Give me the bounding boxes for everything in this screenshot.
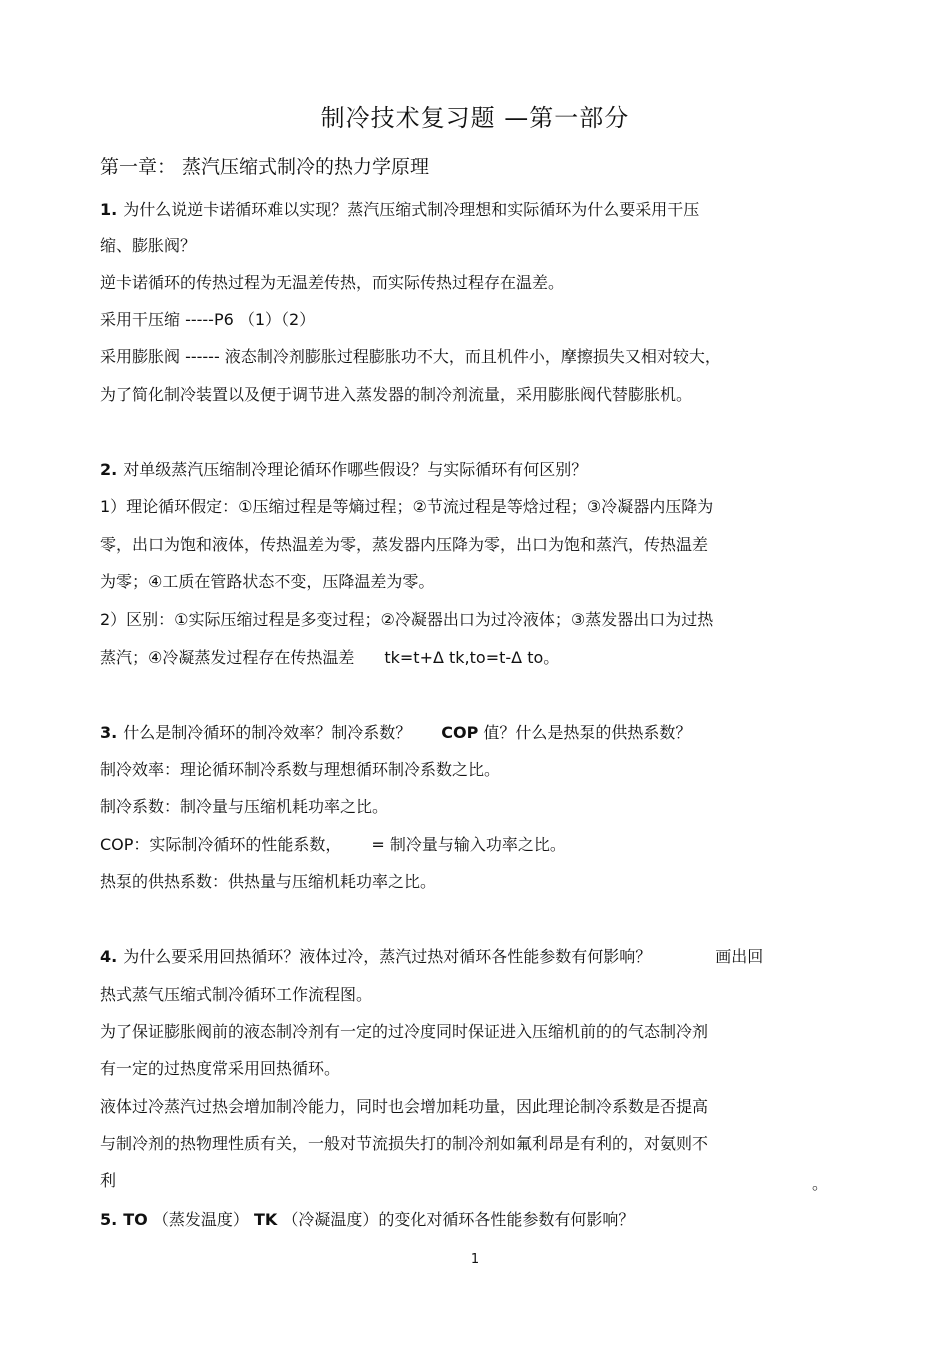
answer-2-part-1-line-3: 为零；④工质在管路状态不变，压降温差为零。 (100, 572, 435, 591)
answer-3-coefficient: 制冷系数：制冷量与压缩机耗功率之比。 (100, 797, 389, 816)
question-number: 5. (100, 1210, 118, 1229)
answer-text-2: = 制冷量与输入功率之比。 (371, 835, 566, 854)
answer-3-efficiency: 制冷效率：理论循环制冷系数与理想循环制冷系数之比。 (100, 760, 501, 779)
answer-2-part-2-line-2 (100, 648, 559, 668)
question-1-line-2: 缩、膨胀阀？ (100, 236, 197, 255)
question-1 (100, 200, 699, 220)
answer-1-paragraph-3: 采用膨胀阀 ------ 液态制冷剂膨胀过程膨胀功不大，而且机件小，摩擦损失又相对较大， (100, 347, 721, 366)
question-text: 为什么要采用回热循环？液体过冷，蒸汽过热对循环各性能参数有何影响？ (123, 947, 652, 966)
question-3 (100, 723, 691, 743)
question-number: 3. (100, 723, 118, 742)
answer-3-heat-pump: 热泵的供热系数：供热量与压缩机耗功率之比。 (100, 872, 437, 891)
answer-4-paragraph-2-line-3: 利 (100, 1171, 117, 1190)
question-4-line-2: 热式蒸气压缩式制冷循环工作流程图。 (100, 985, 373, 1004)
question-4 (100, 947, 763, 967)
answer-1-paragraph-2: 采用干压缩 -----P6 （1）（2） (100, 310, 316, 329)
question-number: 4. (100, 947, 118, 966)
answer-1-paragraph-3-line-2: 为了简化制冷装置以及便于调节进入蒸发器的制冷剂流量，采用膨胀阀代替膨胀机。 (100, 385, 693, 404)
question-text: 为什么说逆卡诺循环难以实现？蒸汽压缩式制冷理想和实际循环为什么要采用干压 (123, 200, 700, 219)
tk-term: TK (253, 1210, 278, 1229)
answer-1-paragraph-1: 逆卡诺循环的传热过程为无温差传热，而实际传热过程存在温差。 (100, 273, 565, 292)
to-term: TO (123, 1210, 148, 1229)
answer-3-cop (100, 835, 566, 855)
answer-4-paragraph-1: 为了保证膨胀阀前的液态制冷剂有一定的过冷度同时保证进入压缩机前的的气态制冷剂 (100, 1022, 709, 1041)
answer-4-paragraph-2: 液体过冷蒸汽过热会增加制冷能力，同时也会增加耗功量，因此理论制冷系数是否提高 (100, 1097, 709, 1116)
question-text: 什么是制冷循环的制冷效率？制冷系数？ (123, 723, 412, 742)
question-2 (100, 460, 587, 480)
document-title: 制冷技术复习题 —第一部分 (320, 104, 630, 132)
question-text-2: 值？什么是热泵的供热系数？ (483, 723, 692, 742)
to-note: （蒸发温度） (152, 1210, 249, 1229)
answer-2-part-2: 2）区别：①实际压缩过程是多变过程；②冷凝器出口为过冷液体；③蒸发器出口为过热 (100, 610, 714, 629)
question-number: 2. (100, 460, 118, 479)
question-text: 对单级蒸汽压缩制冷理论循环作哪些假设？与实际循环有何区别？ (123, 460, 588, 479)
formula-text: tk=t+Δ tk,to=t-Δ to。 (384, 648, 560, 667)
answer-4-period: 。 (812, 1174, 829, 1193)
answer-text: 蒸汽；④冷凝蒸发过程存在传热温差 (100, 648, 355, 667)
page-number: 1 (470, 1252, 480, 1267)
cop-term: COP (441, 723, 479, 742)
answer-4-paragraph-2-line-2: 与制冷剂的热物理性质有关，一般对节流损失打的制冷剂如氟利昂是有利的，对氨则不 (100, 1134, 709, 1153)
chapter-heading: 第一章： 蒸汽压缩式制冷的热力学原理 (100, 156, 430, 178)
question-number: 1. (100, 200, 118, 219)
question-text: （冷凝温度）的变化对循环各性能参数有何影响？ (282, 1210, 635, 1229)
answer-2-part-1-line-2: 零，出口为饱和液体，传热温差为零，蒸发器内压降为零，出口为饱和蒸汽，传热温差 (100, 535, 709, 554)
answer-text: COP：实际制冷循环的性能系数， (100, 835, 342, 854)
answer-2-part-1: 1）理论循环假定：①压缩过程是等熵过程；②节流过程是等焓过程；③冷凝器内压降为 (100, 497, 714, 516)
answer-4-paragraph-1-line-2: 有一定的过热度常采用回热循环。 (100, 1059, 341, 1078)
question-5 (100, 1210, 634, 1230)
question-text-2: 画出回 (715, 947, 764, 966)
